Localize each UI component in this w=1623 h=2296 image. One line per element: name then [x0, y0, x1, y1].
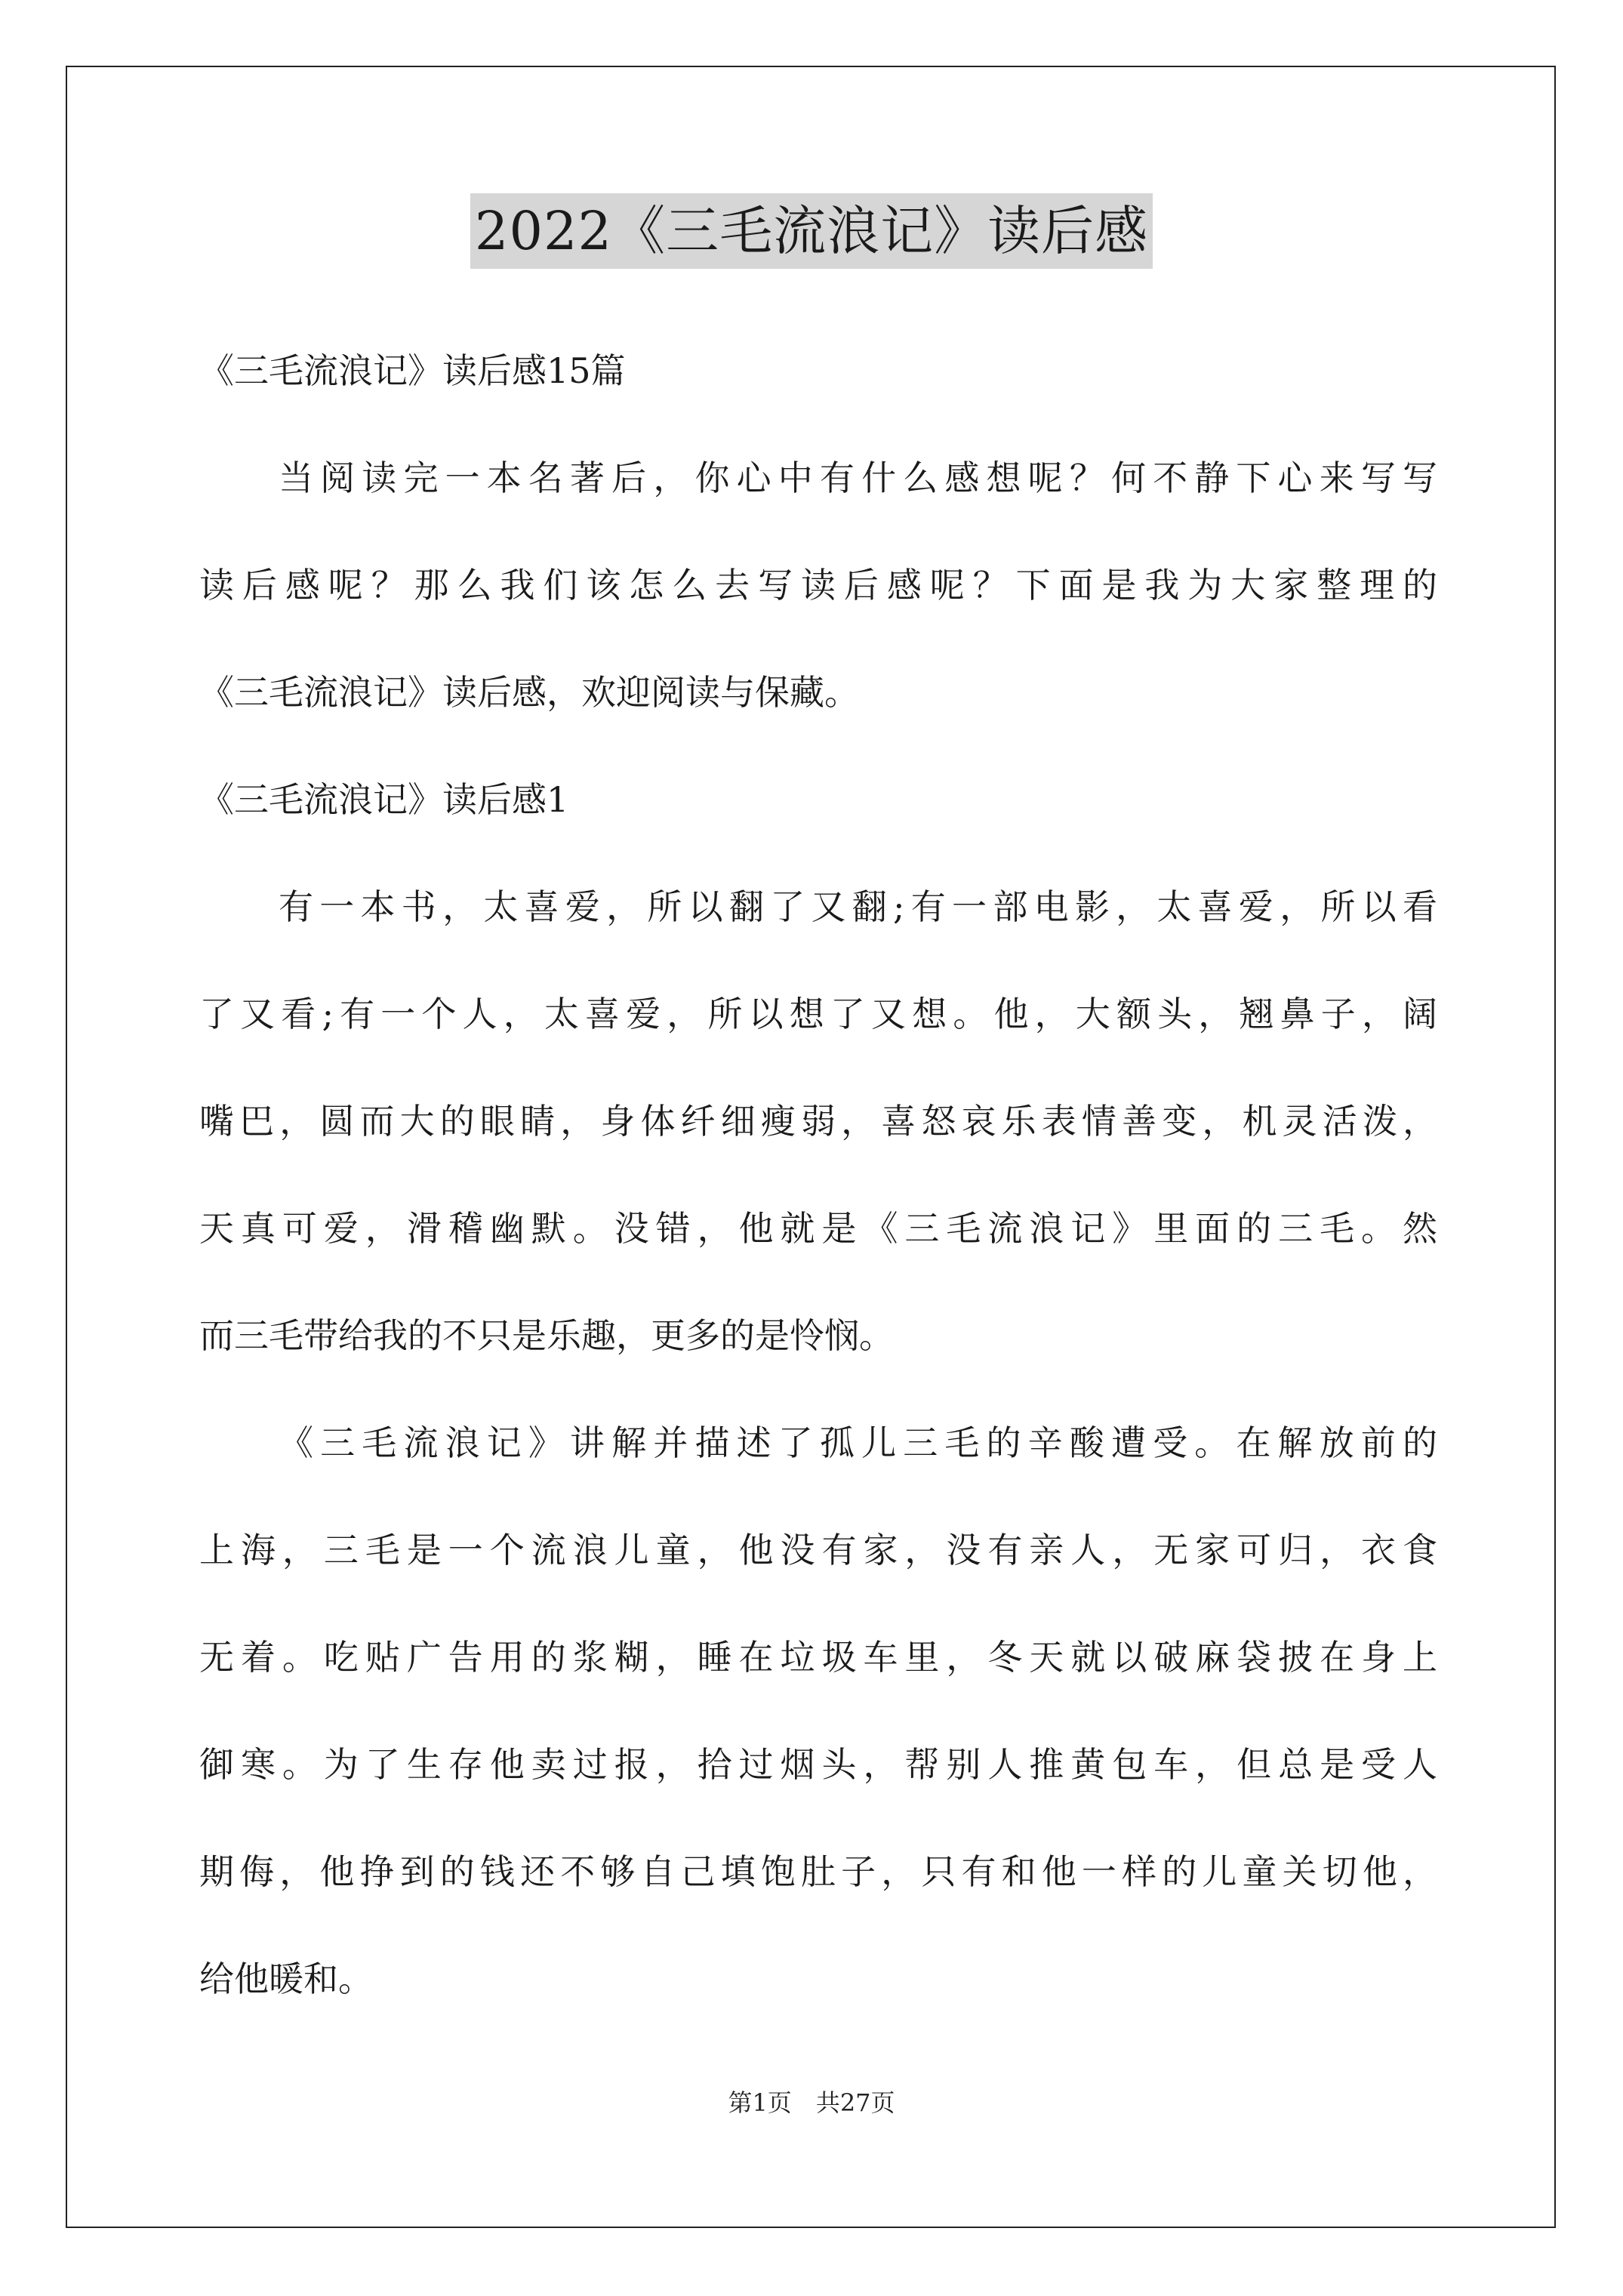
paragraph-line: 当阅读完一本名著后，你心中有什么感想呢？何不静下心来写写	[279, 458, 1437, 498]
paragraph-line: 《三毛流浪记》读后感，欢迎阅读与保藏。	[199, 672, 859, 713]
paragraph-line: 无着。吃贴广告用的浆糊，睡在垃圾车里，冬天就以破麻袋披在身上	[199, 1637, 1437, 1678]
document-title: 2022《三毛流浪记》读后感	[470, 193, 1153, 269]
page-total: 共27页	[815, 2088, 895, 2117]
section-heading: 《三毛流浪记》读后感1	[199, 779, 569, 820]
section-heading: 《三毛流浪记》读后感15篇	[199, 350, 626, 391]
paragraph-line: 给他暖和。	[199, 1959, 373, 1999]
paragraph-line: 有一本书，太喜爱，所以翻了又翻;有一部电影，太喜爱，所以看	[279, 886, 1437, 927]
paragraph-line: 《三毛流浪记》讲解并描述了孤儿三毛的辛酸遭受。在解放前的	[279, 1422, 1437, 1463]
page-number: 第1页	[728, 2088, 792, 2117]
paragraph-line: 御寒。为了生存他卖过报，拾过烟头，帮别人推黄包车，但总是受人	[199, 1744, 1437, 1785]
title-container	[0, 193, 1623, 269]
paragraph-line: 期侮，他挣到的钱还不够自己填饱肚子，只有和他一样的儿童关切他，	[199, 1851, 1437, 1892]
paragraph-line: 天真可爱，滑稽幽默。没错，他就是《三毛流浪记》里面的三毛。然	[199, 1208, 1437, 1249]
paragraph-line: 上海，三毛是一个流浪儿童，他没有家，没有亲人，无家可归，衣食	[199, 1530, 1437, 1570]
paragraph-line: 读后感呢？那么我们该怎么去写读后感呢？下面是我为大家整理的	[199, 565, 1437, 606]
paragraph-line: 嘴巴，圆而大的眼睛，身体纤细瘦弱，喜怒哀乐表情善变，机灵活泼，	[199, 1101, 1437, 1142]
page-footer	[0, 2084, 1623, 2119]
paragraph-line: 而三毛带给我的不只是乐趣，更多的是怜悯。	[199, 1315, 894, 1356]
document-body	[199, 332, 1437, 2048]
paragraph-line: 了又看;有一个人，太喜爱，所以想了又想。他，大额头，翘鼻子，阔	[199, 994, 1437, 1034]
